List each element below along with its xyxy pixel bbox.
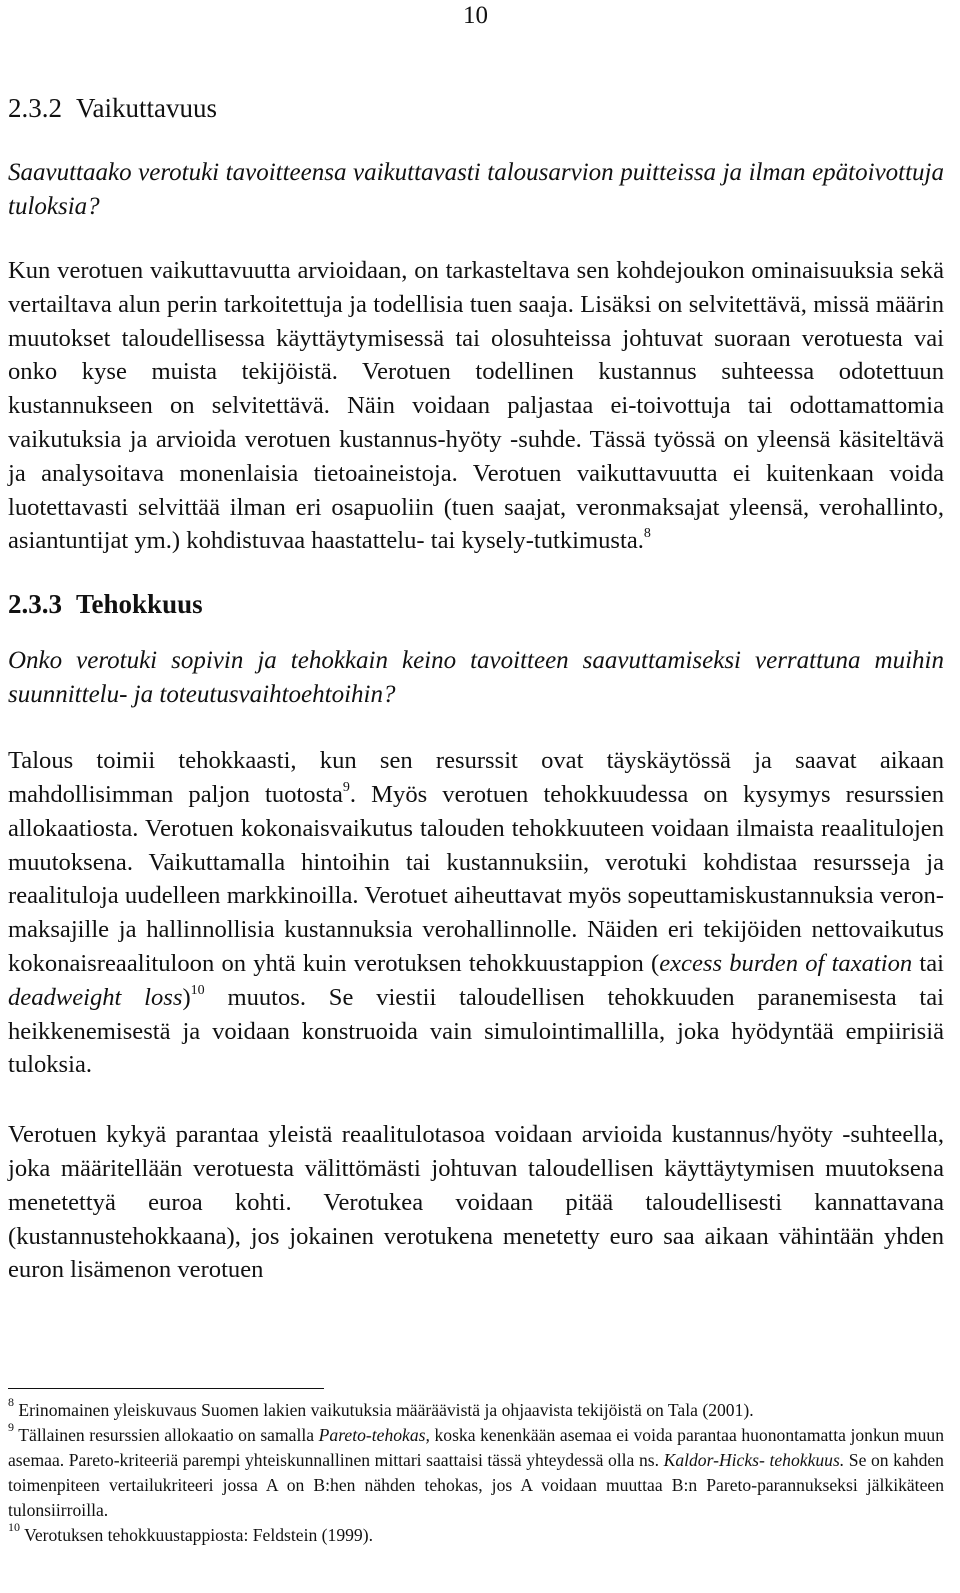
paragraph-text: . Myös verotuen tehokkuudessa on kysymys resurssien allokaatiosta. Verotuen kokonaisvaikutus talouden tehokkuuteen voidaan ilmaista reaalitulojen muutoksena. Vaikuttamalla hintoihin tai kustannuksiin, verotuki kohdistaa resursseja ja reaalituloja uudelleen markkinoilla. Verotuet aiheuttavat myös sopeuttamiskustannuksia veron-maksajille ja hallinnollisia kustannuksia verohallinnolle. Näiden eri tekijöiden nettovaikutus kokonaisreaalituloon on yhtä kuin verotuksen tehokkuustappion ( <box>8 780 944 977</box>
footnotes <box>8 1395 944 1548</box>
footnote-8 <box>8 1395 944 1423</box>
paragraph-text: ) <box>182 983 191 1011</box>
footnote-text: koska kenenkään asemaa ei voida parantaa huonontamatta jonkun muun asemaa. Pareto-kriteeriä parempi yhteiskunnallinen mittari saattaisi tässä yhteydessä olla ns. <box>8 1425 944 1470</box>
emphasis-term: Kaldor-Hicks- tehokkuus. <box>663 1450 845 1470</box>
footnote-10 <box>8 1520 944 1548</box>
footnote-number: 10 <box>8 1520 20 1535</box>
research-question: Saavuttaako verotuki tavoitteensa vaikuttavasti talousarvion puitteissa ja ilman epätoivottuja tuloksia? <box>8 159 944 220</box>
footnote-number: 9 <box>8 1420 14 1435</box>
footnote-number: 8 <box>8 1395 14 1410</box>
emphasis-term: deadweight loss <box>8 983 183 1011</box>
paragraph-text: muutos. Se viestii taloudellisen tehokkuuden paranemisesta tai heikkenemisestä ja voidaan konstruoida vain simulointimallilla, joka hyödyntää empiirisiä tuloksia. <box>8 983 944 1079</box>
section-heading-tehokkuus <box>8 584 944 624</box>
emphasis-term: excess burden of taxation <box>659 949 913 977</box>
page-number: 10 <box>463 2 488 29</box>
paragraph-text: Talous toimii tehokkaasti, kun sen resurssit ovat täyskäytössä ja saavat aikaan mahdollisimman paljon tuotosta <box>8 747 944 808</box>
emphasis-term: Pareto-tehokas, <box>318 1425 430 1445</box>
section-number: 2.3.2 <box>8 93 62 123</box>
section-title: Vaikuttavuus <box>76 93 217 123</box>
body-paragraph: Verotuen kykyä parantaa yleistä reaalitulotasoa voidaan arvioida kustannus/hyöty -suhteella, joka määritellään verotuesta välittömästi johtuvan taloudellisen käyttäytymisen muutoksena menetettyä euroa kohti. Verotukea voidaan pitää taloudellisesti kannattavana (kustannustehokkaana), jos jokainen verotukena menetetty euro saa aikaan vähintään yhden euron lisämenon verotuen <box>8 1121 944 1284</box>
body-paragraph <box>8 254 944 558</box>
body-paragraph <box>8 744 944 1082</box>
page-content <box>8 88 944 1287</box>
footnote-ref[interactable]: 9 <box>342 779 350 795</box>
paragraph-text: tai <box>912 949 944 977</box>
footnote-9 <box>8 1420 944 1523</box>
section-heading-vaikuttavuus <box>8 88 944 128</box>
section-title: Tehokkuus <box>76 589 203 620</box>
paragraph-text: Kun verotuen vaikuttavuutta arvioidaan, on tarkasteltava sen kohdejoukon ominaisuuksia sekä vertailtava alun perin tarkoitettuja ja todellisia tuen saaja. Lisäksi on selvitettävä, missä määrin muutokset taloudellisessa käyttäytymisessä tai olosuhteissa johtuvat suoraan verotuesta vai onko kyse muista tekijöistä. Verotuen todellinen kustannus suhteessa odotettuun kustannukseen on selvitettävä. Näin voidaan paljastaa ei-toivottuja tai odottamattomia vaikutuksia ja arvioida verotuen kustannus-hyöty -suhde. Tässä työssä on yleensä käsiteltävä ja analysoitava monenlaisia tietoaineistoja. Verotuen vaikuttavuutta ei kuitenkaan voida luotettavasti selvittää ilman eri osapuoliin (tuen saajat, veronmaksajat yleensä, verohallinto, asiantuntijat ym.) kohdistuvaa haastattelu- tai kysely-tutkimusta. <box>8 257 944 555</box>
footnote-text: Se on kahden toimenpiteen vertailukriteeri jossa A on B:hen nähden tehokas, jos A voidaan muuttaa B:n Pareto-parannukseksi jälkikäteen tulonsiirroilla. <box>8 1450 944 1520</box>
footnote-text: Erinomainen yleiskuvaus Suomen lakien vaikutuksia määräävistä ja ohjaavista tekijöistä on Tala (2001). <box>14 1400 754 1420</box>
footnote-divider <box>8 1388 324 1389</box>
footnote-ref[interactable]: 10 <box>190 982 205 998</box>
footnote-text: Tällainen resurssien allokaatio on samalla <box>14 1425 319 1445</box>
section-number: 2.3.3 <box>8 589 62 620</box>
footnote-text: Verotuksen tehokkuustappiosta: Feldstein (1999). <box>20 1525 373 1545</box>
footnote-ref[interactable]: 8 <box>643 526 651 542</box>
research-question: Onko verotuki sopivin ja tehokkain keino tavoitteen saavuttamiseksi verrattuna muihin suunnittelu- ja toteutusvaihtoehtoihin? <box>8 647 944 709</box>
